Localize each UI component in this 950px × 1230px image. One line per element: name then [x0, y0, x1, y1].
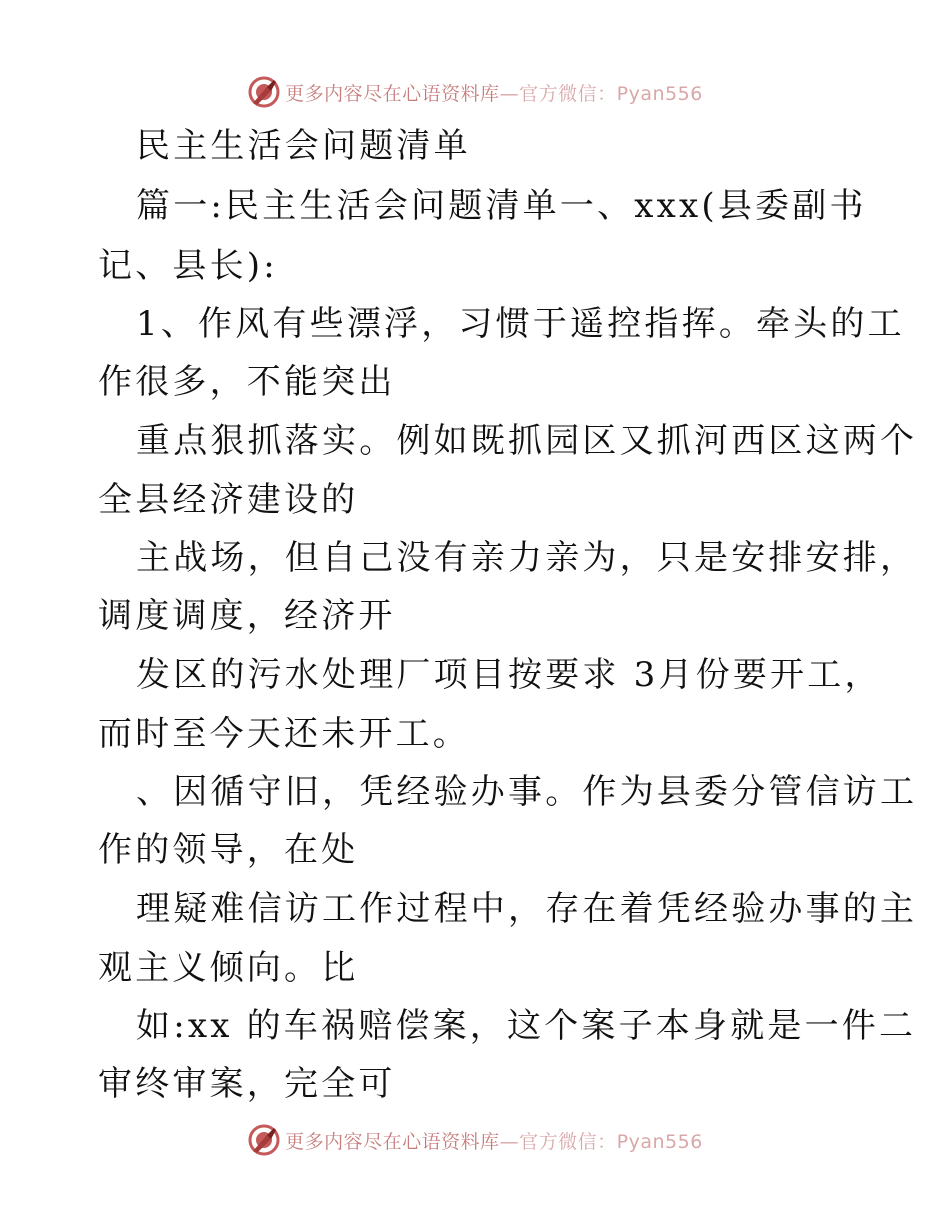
text-line: 1、作风有些漂浮，习惯于遥控指挥。牵头的工 [136, 304, 905, 344]
watermark-dash: — [499, 1130, 520, 1153]
text-line: 如:xx 的车祸赔偿案，这个案子本身就是一件二 [136, 1006, 917, 1046]
pen-logo-icon [247, 1123, 281, 1157]
text-line: 主战场，但自己没有亲力亲为，只是安排安排， [136, 538, 918, 578]
watermark-brand: 更多内容尽在心语资料库 [285, 82, 500, 105]
watermark-contact: 官方微信：Pyan556 [519, 1130, 703, 1153]
watermark-dash: — [499, 82, 520, 105]
text-line: 重点狠抓落实。例如既抓园区又抓河西区这两个 [136, 421, 918, 461]
text-line: 作很多，不能突出 [98, 362, 396, 402]
text-line: 记、县长): [98, 246, 278, 286]
text-line: 作的领导，在处 [98, 830, 359, 870]
text-line: 篇一:民主生活会问题清单一、xxx(县委副书 [136, 186, 867, 226]
footer-watermark [0, 1120, 950, 1160]
watermark-contact: 官方微信：Pyan556 [519, 82, 703, 105]
text-line: 理疑难信访工作过程中，存在着凭经验办事的主 [136, 889, 918, 929]
watermark-brand: 更多内容尽在心语资料库 [285, 1130, 500, 1153]
text-line: 调度调度，经济开 [98, 596, 396, 636]
text-line: 、因循守旧，凭经验办事。作为县委分管信访工 [136, 772, 918, 812]
text-line: 全县经济建设的 [98, 480, 359, 520]
pen-logo-icon [247, 75, 281, 109]
text-line: 观主义倾向。比 [98, 948, 359, 988]
header-watermark [0, 72, 950, 112]
document-title: 民主生活会问题清单 [136, 126, 471, 166]
text-line: 审终审案，完全可 [98, 1064, 396, 1104]
text-line: 发区的污水处理厂项目按要求 3月份要开工， [136, 655, 882, 695]
text-line: 而时至今天还未开工。 [98, 714, 470, 754]
